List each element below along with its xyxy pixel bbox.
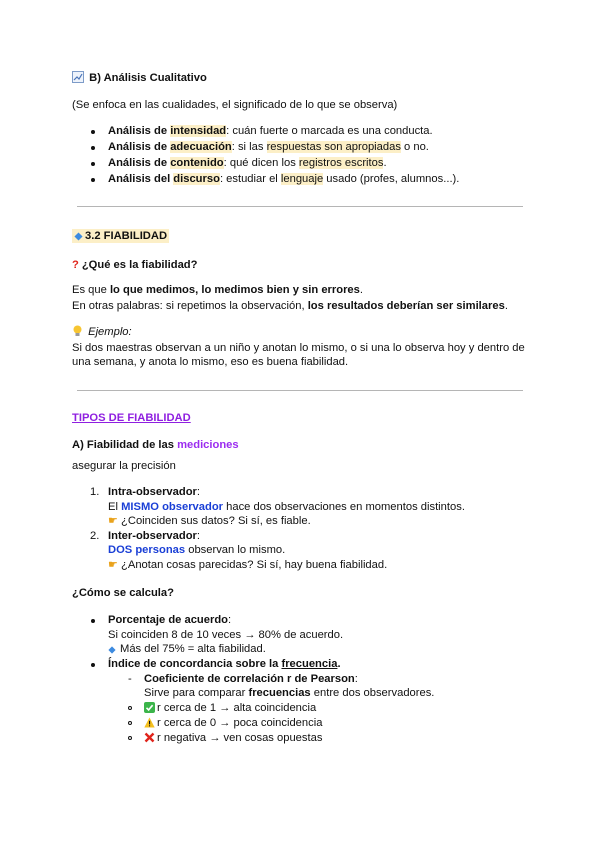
def-suffix: . bbox=[359, 284, 363, 296]
section-32-heading bbox=[72, 229, 169, 243]
list-item bbox=[108, 140, 429, 154]
bullet bbox=[91, 663, 95, 667]
pointing-hand-icon: ☛ bbox=[108, 515, 119, 527]
example-label bbox=[72, 325, 132, 339]
subsection-a-title bbox=[72, 438, 239, 452]
inter-line-highlight: DOS personas bbox=[108, 544, 186, 556]
pct-colon: : bbox=[228, 614, 232, 626]
sub-a-word: mediciones bbox=[177, 439, 239, 451]
item-prefix: Análisis del bbox=[108, 173, 174, 185]
inter-check bbox=[108, 558, 387, 572]
subsection-a-desc: asegurar la precisión bbox=[72, 460, 176, 472]
pct-line: Si coinciden 8 de 10 veces → 80% de acuerdo. bbox=[108, 629, 344, 641]
pct-title bbox=[108, 613, 231, 627]
pct-note bbox=[108, 642, 266, 656]
bullet bbox=[91, 146, 95, 150]
coef-title-text: Coeficiente de correlación r de Pearson bbox=[144, 673, 355, 685]
question-text: ¿Qué es la fiabilidad? bbox=[81, 259, 198, 271]
coef-suffix: entre dos observadores. bbox=[310, 687, 435, 699]
item-highlight-2: lenguaje bbox=[280, 173, 324, 185]
coef-desc bbox=[144, 686, 434, 700]
r-item bbox=[144, 701, 316, 715]
warning-icon bbox=[144, 717, 155, 728]
small-blue-diamond-icon bbox=[74, 232, 83, 241]
intra-check bbox=[108, 514, 311, 528]
small-blue-diamond-icon bbox=[108, 646, 116, 654]
inter-line-suffix: observan lo mismo. bbox=[185, 544, 286, 556]
example-line-1: Si dos maestras observan a un niño y anotan lo mismo, o si una lo observa hoy y dentro de bbox=[72, 342, 525, 354]
item-highlight: contenido bbox=[170, 157, 224, 169]
intra-colon: : bbox=[196, 486, 201, 498]
index-underlined: frecuencia bbox=[281, 658, 338, 670]
divider bbox=[77, 206, 523, 207]
intra-check-text: ¿Coinciden sus datos? Si sí, es fiable. bbox=[121, 515, 311, 527]
item-prefix: Análisis de bbox=[108, 141, 171, 153]
coef-bold: frecuencias bbox=[248, 687, 311, 699]
section-b-subtitle: (Se enfoca en las cualidades, el significado de lo que se observa) bbox=[72, 99, 398, 111]
intra-title bbox=[108, 485, 200, 499]
item-prefix: Análisis de bbox=[108, 125, 171, 137]
intra-line bbox=[108, 500, 465, 514]
r-item-text: r cerca de 1 → alta coincidencia bbox=[157, 702, 317, 714]
inter-title bbox=[108, 529, 200, 543]
other-words-line bbox=[72, 299, 508, 313]
section-32-heading-box bbox=[72, 229, 169, 243]
list-item bbox=[108, 124, 433, 138]
list-item bbox=[108, 156, 387, 170]
list-number: 1. bbox=[90, 486, 100, 498]
r-item-text: r negativa → ven cosas opuestas bbox=[157, 732, 323, 744]
item-suffix: o no. bbox=[400, 141, 429, 153]
index-prefix: Índice de concordancia sobre la bbox=[108, 658, 282, 670]
other-suffix: . bbox=[504, 300, 508, 312]
item-text: : qué dicen los bbox=[223, 157, 299, 169]
definition-line bbox=[72, 283, 363, 297]
r-item bbox=[144, 716, 322, 730]
question-mark-icon: ? bbox=[72, 259, 79, 271]
chart-icon bbox=[72, 71, 84, 83]
item-highlight-2: respuestas son apropiadas bbox=[266, 141, 401, 153]
item-highlight: intensidad bbox=[170, 125, 227, 137]
example-line-2: una semana, y anota lo mismo, eso es buena fiabilidad. bbox=[72, 356, 349, 368]
fiabilidad-question bbox=[72, 258, 197, 272]
calculo-heading: ¿Cómo se calcula? bbox=[72, 587, 174, 599]
coef-title bbox=[144, 672, 358, 686]
section-b-title-text: B) Análisis Cualitativo bbox=[89, 72, 207, 84]
bullet bbox=[91, 619, 95, 623]
def-bold: lo que medimos, lo medimos bien y sin errores bbox=[109, 284, 360, 296]
example-label-text: Ejemplo: bbox=[88, 326, 132, 338]
pct-note-text: Más del 75% = alta fiabilidad. bbox=[120, 643, 266, 655]
r-item-text: r cerca de 0 → poca coincidencia bbox=[157, 717, 323, 729]
intra-title-text: Intra-observador bbox=[108, 486, 197, 498]
bullet bbox=[91, 130, 95, 134]
item-suffix: usado (profes, alumnos...). bbox=[323, 173, 460, 185]
list-item bbox=[108, 172, 459, 186]
tipos-heading-link[interactable]: TIPOS DE FIABILIDAD bbox=[72, 412, 191, 424]
r-item bbox=[144, 731, 322, 745]
index-title bbox=[108, 657, 341, 671]
other-prefix: En otras palabras: si repetimos la observación, bbox=[72, 300, 308, 312]
hollow-bullet bbox=[128, 706, 132, 710]
pct-title-text: Porcentaje de acuerdo bbox=[108, 614, 228, 626]
coef-prefix: Sirve para comparar bbox=[144, 687, 249, 699]
lightbulb-icon bbox=[72, 325, 83, 337]
coef-colon: : bbox=[354, 673, 358, 685]
item-text: : si las bbox=[231, 141, 267, 153]
item-prefix: Análisis de bbox=[108, 157, 171, 169]
hollow-bullet bbox=[128, 736, 132, 740]
other-bold: los resultados deberían ser similares bbox=[307, 300, 505, 312]
inter-check-text: ¿Anotan cosas parecidas? Si sí, hay buena fiabilidad. bbox=[121, 559, 388, 571]
item-highlight: adecuación bbox=[170, 141, 232, 153]
bullet bbox=[91, 178, 95, 182]
bullet bbox=[91, 162, 95, 166]
section-b-title bbox=[72, 71, 207, 85]
cross-icon bbox=[144, 732, 155, 743]
section-32-heading-text: 3.2 FIABILIDAD bbox=[85, 230, 168, 242]
inter-colon: : bbox=[196, 530, 201, 542]
item-suffix: . bbox=[383, 157, 387, 169]
inter-line bbox=[108, 543, 285, 557]
pointing-hand-icon: ☛ bbox=[108, 559, 119, 571]
intra-line-highlight: MISMO observador bbox=[121, 501, 224, 513]
item-highlight: discurso bbox=[173, 173, 220, 185]
def-prefix: Es que bbox=[72, 284, 110, 296]
item-text: : estudiar el bbox=[219, 173, 281, 185]
item-text: : cuán fuerte o marcada es una conducta. bbox=[226, 125, 433, 137]
dash-marker: - bbox=[128, 673, 132, 685]
index-suffix: . bbox=[337, 658, 341, 670]
list-number: 2. bbox=[90, 530, 100, 542]
item-highlight-2: registros escritos bbox=[298, 157, 384, 169]
divider bbox=[77, 390, 523, 391]
intra-line-suffix: hace dos observaciones en momentos distintos. bbox=[223, 501, 465, 513]
hollow-bullet bbox=[128, 721, 132, 725]
check-icon bbox=[144, 702, 155, 713]
intra-line-prefix: El bbox=[108, 501, 122, 513]
inter-title-text: Inter-observador bbox=[108, 530, 197, 542]
sub-a-prefix: A) Fiabilidad de las bbox=[72, 439, 178, 451]
